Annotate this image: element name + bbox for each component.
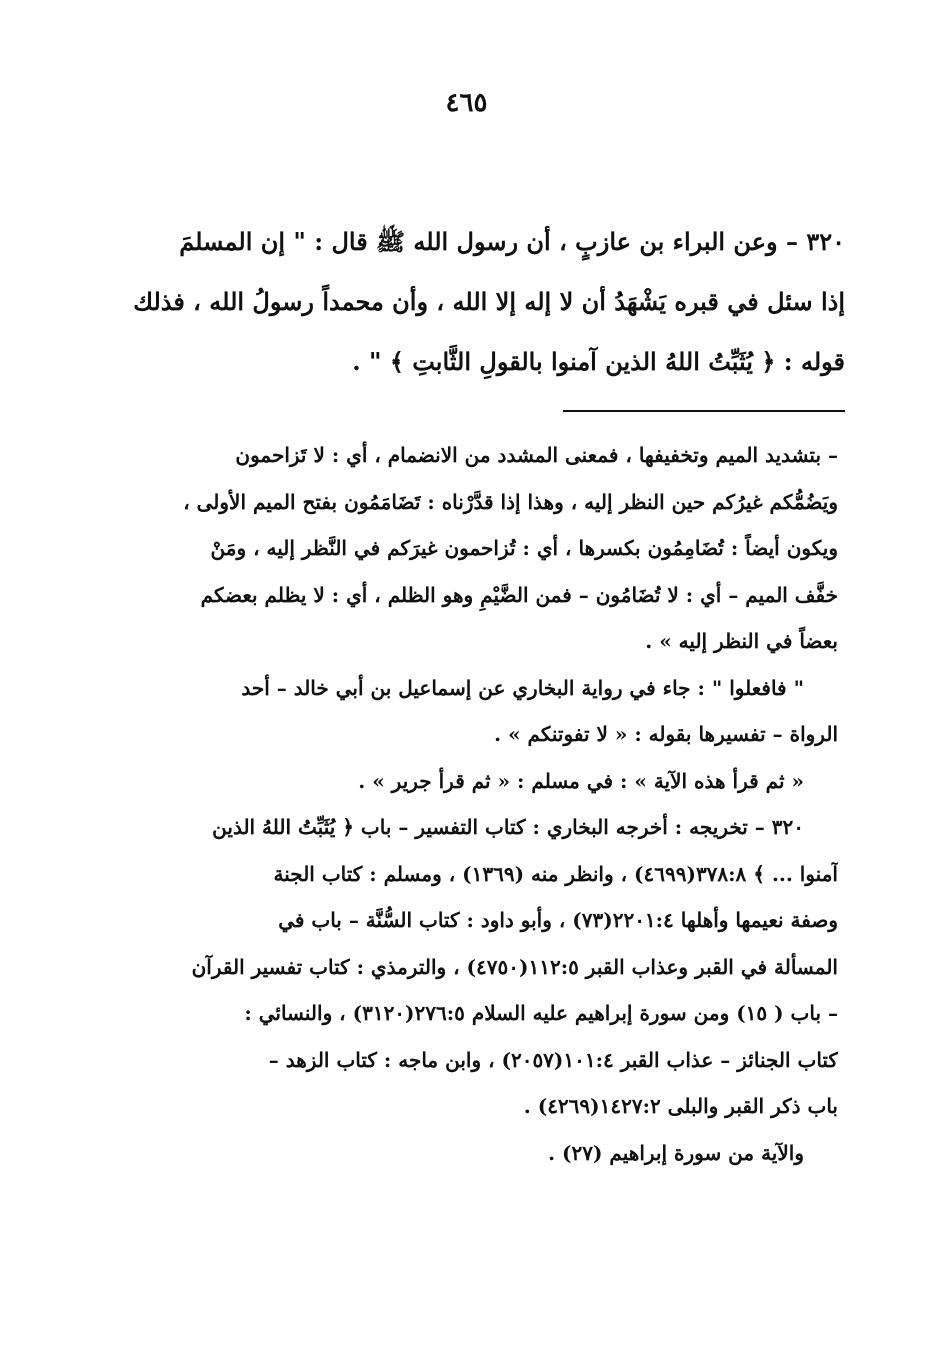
footnote-line: « ثم قرأ هذه الآية » : في مسلم : « ثم قرأ جرير » . <box>358 768 804 793</box>
footnote-line: ويَضُمُّكم غيرُكم حين النظر إليه ، وهذا إذا قدَّرْناه : تَضَامَمُون بفتح الميم الأولى ، <box>183 489 838 514</box>
footnote-divider <box>563 410 845 412</box>
footnote-line: والآية من سورة إبراهيم (٢٧) . <box>548 1140 804 1165</box>
footnotes-section <box>128 432 838 1176</box>
footnote-line: ويكون أيضاً : تُضَامِمُون بكسرها ، أي : تُزاحمون غيرَكم في النَّظر إليه ، ومَنْ <box>210 536 838 560</box>
footnote-line: خفَّف الميم – أي : لا تُضَامُون – فمن الضَّيْمِ وهو الظلم ، أي : لا يظلم بعضكم <box>200 582 838 607</box>
footnote-line: ٣٢٠ – تخريجه : أخرجه البخاري : كتاب التفسير – باب ﴿ يُثَبِّتُ اللهُ الذين <box>212 815 804 839</box>
hadith-line: إذا سئل في قبره يَشْهَدُ أن لا إله إلا الله ، وأن محمداً رسولُ الله ، فذلك <box>133 287 845 316</box>
footnote-line: المسألة في القبر وعذاب القبر ١١٢:٥(٤٧٥٠) ، والترمذي : كتاب تفسير القرآن <box>191 954 838 979</box>
hadith-line: قوله : ﴿ يُثَبِّتُ اللهُ الذين آمنوا بالقولِ الثَّابتِ ﴾ " . <box>352 347 845 376</box>
footnote-line: آمنوا ... ﴾ ٣٧٨:٨(٤٦٩٩) ، وانظر منه (١٣٦٩) ، ومسلم : كتاب الجنة <box>273 861 838 886</box>
footnote-line: باب ذكر القبر والبلى ١٤٢٧:٢(٤٢٦٩) . <box>523 1094 838 1118</box>
footnote-line: – بتشديد الميم وتخفيفها ، فمعنى المشدد من الانضمام ، أي : لا تَزاحمون <box>235 443 838 467</box>
footnote-line: بعضاً في النظر إليه » . <box>645 629 838 653</box>
footnote-line: وصفة نعيمها وأهلها ٢٢٠١:٤(٧٣) ، وأبو داود : كتاب السُّنَّة – باب في <box>278 908 838 932</box>
page-number: ٤٦٥ <box>445 88 488 118</box>
hadith-line: ٣٢٠ – وعن البراء بن عازبٍ ، أن رسول الله ﷺ قال : " إن المسلمَ <box>179 227 845 256</box>
footnote-line: كتاب الجنائز – عذاب القبر ١٠١:٤(٢٠٥٧) ، وابن ماجه : كتاب الزهد – <box>268 1047 838 1072</box>
footnote-line: " فافعلوا " : جاء في رواية البخاري عن إسماعيل بن أبي خالد – أحد <box>241 675 804 700</box>
hadith-text <box>133 212 845 392</box>
footnote-line: – باب ( ١٥) ومن سورة إبراهيم عليه السلام ٢٧٦:٥(٣١٢٠) ، والنسائي : <box>244 1001 838 1025</box>
footnote-line: الرواة – تفسيرها بقوله : « لا تفوتنكم » . <box>494 722 838 746</box>
